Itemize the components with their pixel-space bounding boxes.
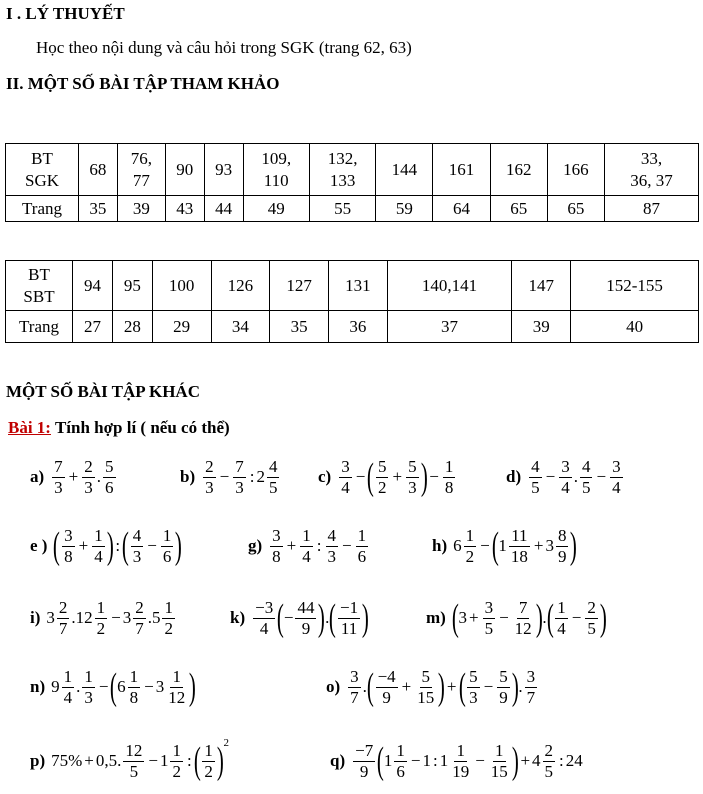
sbt-page-cell: 34 — [211, 311, 270, 343]
sgk-page-cell: 55 — [309, 196, 375, 222]
exercise-o: o) $\frac{3}{7}$ . ( $\frac{-4}{9}$ + $\frac{5}{15}$ ) + ( $\frac{5}{3}$ − $\frac{5}{9}$ ) . $\frac{3}{7}$ — [326, 666, 536, 709]
sgk-page-cell: 65 — [547, 196, 604, 222]
sgk-exercise-cell: 144 — [376, 144, 433, 196]
sgk-page-cell: 39 — [117, 196, 165, 222]
sbt-page-cell: 29 — [152, 311, 211, 343]
exercise-b: b) $\frac{2}{3}$ − $\frac{7}{3}$ : 2 $\frac{4}{5}$ — [180, 457, 278, 497]
exercise-q: q) $\frac{-7}{9}$ ( 1 $\frac{1}{6}$ − 1 : 1 $\frac{1}{19}$ − $\frac{1}{15}$ ) + 4 $\frac{2}{5}$ : 24 — [330, 740, 583, 783]
sgk-page-cell: 49 — [243, 196, 309, 222]
sgk-page-cell: 43 — [165, 196, 204, 222]
sgk-page-label: Trang — [6, 196, 79, 222]
sgk-exercise-cell: 93 — [204, 144, 243, 196]
exercise-h: h) 6 $\frac{1}{2}$ − ( 1 $\frac{11}{18}$ + 3 $\frac{8}{9}$ ) — [432, 525, 578, 568]
sgk-exercise-cell: 109, 110 — [243, 144, 309, 196]
sgk-header-cell: BT SGK — [6, 144, 79, 196]
sgk-exercise-cell: 68 — [79, 144, 118, 196]
sbt-header-cell: BT SBT — [6, 261, 73, 311]
sgk-exercise-cell: 132, 133 — [309, 144, 375, 196]
sgk-exercise-cell: 166 — [547, 144, 604, 196]
exercise-p: p) 75% + 0,5. $\frac{12}{5}$ − 1 $\frac{1}{2}$ : ( $\frac{1}{2}$ ) 2 — [30, 737, 230, 783]
section-1-title: I . LÝ THUYẾT — [6, 4, 125, 23]
sbt-table — [5, 260, 699, 343]
sgk-page-cell: 35 — [79, 196, 118, 222]
bai-1-title: Tính hợp lí ( nếu có thể) — [54, 418, 230, 437]
sbt-exercise-cell: 131 — [328, 261, 387, 311]
sgk-page-cell: 59 — [376, 196, 433, 222]
exercise-c: c) $\frac{3}{4}$ − ( $\frac{5}{2}$ + $\frac{5}{3}$ ) − $\frac{1}{8}$ — [318, 456, 454, 499]
sgk-exercise-cell: 161 — [433, 144, 490, 196]
exercise-g: g) $\frac{3}{8}$ + $\frac{1}{4}$ : $\frac{4}{3}$ − $\frac{1}{6}$ — [248, 526, 367, 566]
sgk-exercise-cell: 90 — [165, 144, 204, 196]
sbt-page-cell: 39 — [512, 311, 571, 343]
sbt-page-cell: 37 — [387, 311, 512, 343]
sgk-page-cell: 64 — [433, 196, 490, 222]
sgk-exercise-cell: 76, 77 — [117, 144, 165, 196]
sgk-exercise-cell: 162 — [490, 144, 547, 196]
bai-1-label: Bài 1: — [8, 418, 51, 437]
exercise-a: a) $\frac{7}{3}$ + $\frac{2}{3}$ . $\frac{5}{6}$ — [30, 457, 114, 497]
exercise-d: d) $\frac{4}{5}$ − $\frac{3}{4}$ . $\frac{4}{5}$ − $\frac{3}{4}$ — [506, 457, 621, 497]
exercise-k: k) $\frac{-3}{4}$ ( − $\frac{44}{9}$ ) . ( $\frac{-1}{11}$ ) — [230, 597, 369, 640]
sbt-page-cell: 35 — [270, 311, 329, 343]
sbt-page-label: Trang — [6, 311, 73, 343]
sgk-page-cell: 44 — [204, 196, 243, 222]
sbt-exercise-cell: 126 — [211, 261, 270, 311]
sbt-exercise-cell: 140,141 — [387, 261, 512, 311]
sbt-exercise-cell: 127 — [270, 261, 329, 311]
sgk-exercise-cell: 33, 36, 37 — [605, 144, 699, 196]
sbt-exercise-cell: 95 — [112, 261, 152, 311]
section-3-title: MỘT SỐ BÀI TẬP KHÁC — [6, 382, 200, 401]
exercise-e: e ) ( $\frac{3}{8}$ + $\frac{1}{4}$ ) : ( $\frac{4}{3}$ − $\frac{1}{6}$ ) — [30, 525, 183, 568]
sbt-exercise-cell: 100 — [152, 261, 211, 311]
sgk-page-cell: 65 — [490, 196, 547, 222]
section-1-text: Học theo nội dung và câu hỏi trong SGK (trang 62, 63) — [36, 38, 412, 57]
sbt-page-cell: 27 — [73, 311, 113, 343]
sbt-page-cell: 40 — [571, 311, 699, 343]
exercise-n: n) 9 $\frac{1}{4}$ . $\frac{1}{3}$ − ( 6 $\frac{1}{8}$ − 3 $\frac{1}{12}$ ) — [30, 666, 197, 709]
sgk-table — [5, 143, 699, 222]
sbt-page-cell: 28 — [112, 311, 152, 343]
exercise-m: m) ( 3 + $\frac{3}{5}$ − $\frac{7}{12}$ ) . ( $\frac{1}{4}$ − $\frac{2}{5}$ ) — [426, 597, 607, 640]
exercise-i: i) 3 $\frac{2}{7}$ .12 $\frac{1}{2}$ − 3 $\frac{2}{7}$ .5 $\frac{1}{2}$ — [30, 598, 173, 638]
sgk-page-cell: 87 — [605, 196, 699, 222]
sbt-page-cell: 36 — [328, 311, 387, 343]
sbt-exercise-cell: 94 — [73, 261, 113, 311]
sbt-exercise-cell: 147 — [512, 261, 571, 311]
sbt-exercise-cell: 152-155 — [571, 261, 699, 311]
section-2-title: II. MỘT SỐ BÀI TẬP THAM KHẢO — [6, 74, 280, 93]
bai-1-heading — [8, 418, 230, 438]
